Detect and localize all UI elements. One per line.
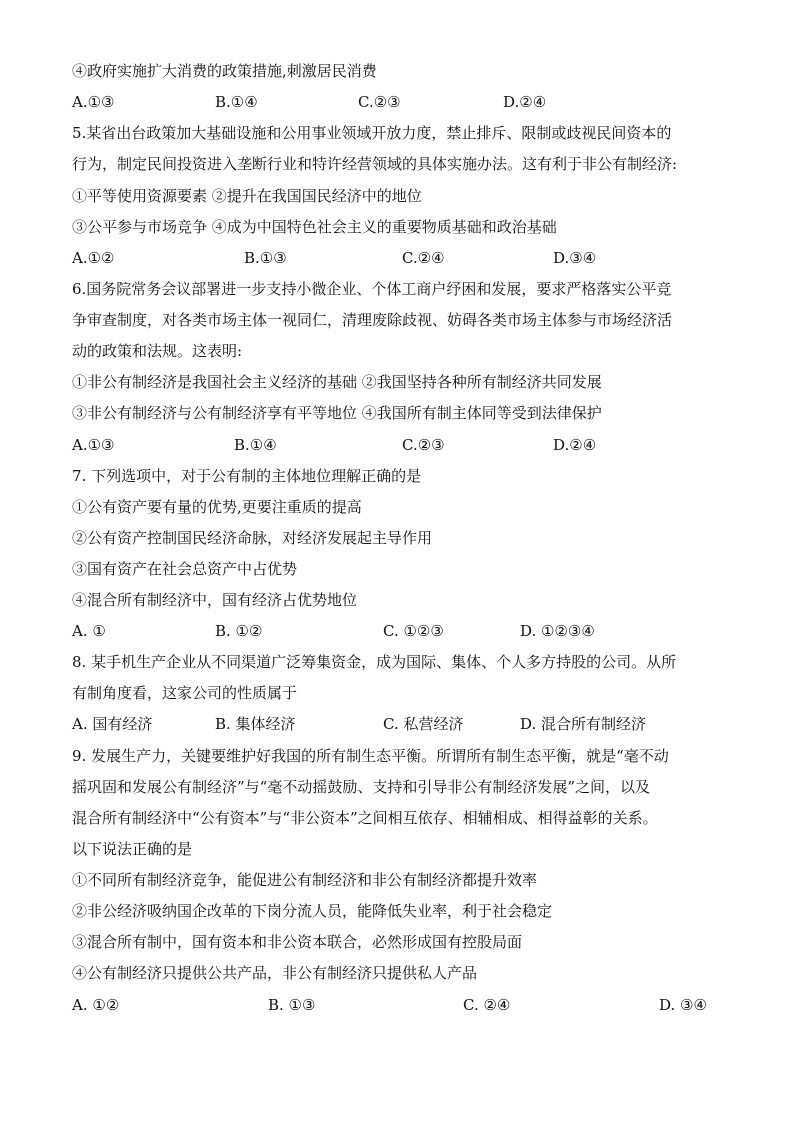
q6-option-d: D.②④ (553, 436, 597, 454)
q7-statement-4: ④混合所有制经济中，国有经济占优势地位 (72, 591, 358, 609)
q6-statements-2: ③非公有制经济与公有制经济享有平等地位 ④我国所有制主体同等受到法律保护 (72, 404, 602, 422)
q9-stem-line-2: 摇巩固和发展公有制经济”与“毫不动摇鼓励、支持和引导非公有制经济发展”之间，以及 (72, 778, 651, 796)
q5-statements-2: ③公平参与市场竞争 ④成为中国特色社会主义的重要物质基础和政治基础 (72, 218, 557, 236)
q5-option-b: B.①③ (244, 249, 287, 267)
q9-option-b: B. ①③ (268, 996, 316, 1014)
q5-option-a: A.①② (72, 249, 115, 267)
q7-statement-2: ②公有资产控制国民经济命脉，对经济发展起主导作用 (72, 529, 433, 547)
q4-option-a: A.①③ (72, 93, 115, 111)
q9-stem-line-4: 以下说法正确的是 (72, 840, 193, 858)
q9-statement-3: ③混合所有制中，国有资本和非公资本联合，必然形成国有控股局面 (72, 933, 523, 951)
q7-stem: 7. 下列选项中，对于公有制的主体地位理解正确的是 (72, 467, 422, 485)
q7-option-c: C. ①②③ (383, 622, 444, 640)
q4-option-b: B.①④ (215, 93, 258, 111)
q5-stem-line-1: 5.某省出台政策加大基础设施和公用事业领域开放力度，禁止排斥、限制或歧视民间资本的 (72, 124, 672, 142)
q6-option-b: B.①④ (234, 436, 277, 454)
q7-statement-1: ①公有资产要有量的优势,更要注重质的提高 (72, 498, 362, 516)
q9-option-a: A. ①② (72, 996, 120, 1014)
q5-options (72, 248, 752, 268)
q7-option-b: B. ①② (215, 622, 263, 640)
q4-option-d: D.②④ (503, 93, 547, 111)
q6-options (72, 435, 752, 455)
q6-option-a: A.①③ (72, 436, 115, 454)
q8-stem-line-1: 8. 某手机生产企业从不同渠道广泛筹集资金，成为国际、集体、个人多方持股的公司。从所 (72, 653, 677, 671)
q9-statement-1: ①不同所有制经济竞争，能促进公有制经济和非公有制经济都提升效率 (72, 871, 538, 889)
q8-option-b: B. 集体经济 (215, 715, 296, 733)
q4-option-c: C.②③ (358, 93, 401, 111)
q6-stem-line-2: 争审查制度，对各类市场主体一视同仁，清理废除歧视、妨碍各类市场主体参与市场经济活 (72, 311, 673, 329)
q7-options (72, 621, 752, 641)
q9-option-d: D. ③④ (659, 996, 707, 1014)
q9-statement-4: ④公有制经济只提供公共产品，非公有制经济只提供私人产品 (72, 964, 478, 982)
q5-statements-1: ①平等使用资源要素 ②提升在我国国民经济中的地位 (72, 187, 422, 205)
q4-options (72, 92, 752, 112)
q8-stem-line-2: 有制角度看，这家公司的性质属于 (72, 684, 298, 702)
q8-option-c: C. 私营经济 (383, 715, 464, 733)
q6-stem-line-1: 6.国务院常务会议部署进一步支持小微企业、个体工商户纾困和发展，要求严格落实公平竞 (72, 280, 672, 298)
q9-option-c: C. ②④ (463, 996, 511, 1014)
q8-option-d: D. 混合所有制经济 (520, 715, 647, 733)
q6-statements-1: ①非公有制经济是我国社会主义经济的基础 ②我国坚持各种所有制经济共同发展 (72, 373, 602, 391)
q7-statement-3: ③国有资产在社会总资产中占优势 (72, 560, 298, 578)
q8-options (72, 714, 752, 734)
q8-option-a: A. 国有经济 (72, 715, 153, 733)
q6-stem-line-3: 动的政策和法规。这表明: (72, 342, 243, 360)
q9-stem-line-1: 9. 发展生产力，关键要维护好我国的所有制生态平衡。所谓所有制生态平衡，就是“毫不动 (72, 747, 669, 765)
q7-option-d: D. ①②③④ (520, 622, 595, 640)
q5-option-c: C.②④ (402, 249, 445, 267)
q5-stem-line-2: 行为，制定民间投资进入垄断行业和特许经营领域的具体实施办法。这有利于非公有制经济: (72, 155, 678, 173)
q5-option-d: D.③④ (553, 249, 597, 267)
q6-option-c: C.②③ (402, 436, 445, 454)
q7-option-a: A. ① (72, 622, 106, 640)
q9-stem-line-3: 混合所有制经济中“公有资本”与“非公资本”之间相互依存、相辅相成、相得益彰的关系。 (72, 809, 658, 827)
q9-options (72, 995, 752, 1015)
q9-statement-2: ②非公经济吸纳国企改革的下岗分流人员，能降低失业率，利于社会稳定 (72, 902, 553, 920)
q4-statement-4: ④政府实施扩大消费的政策措施,刺激居民消费 (72, 62, 377, 80)
